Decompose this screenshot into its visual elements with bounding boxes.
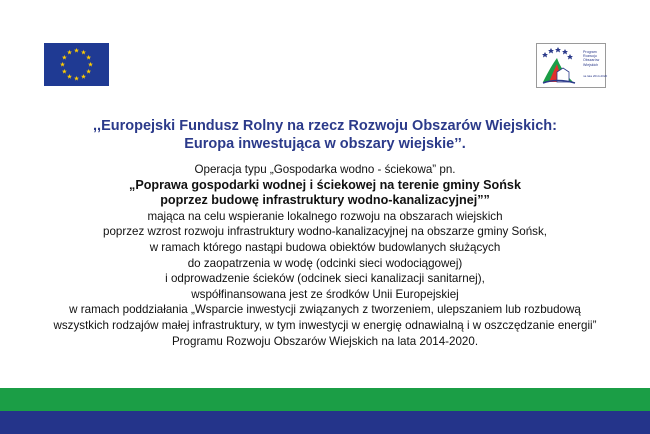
eu-flag-icon — [44, 43, 109, 86]
headline-line-1: ,,Europejski Fundusz Rolny na rzecz Rozwoju Obszarów Wiejskich: — [93, 118, 557, 134]
body-line-bold: „Poprawa gospodarki wodnej i ściekowej na terenie gminy Sońsk — [129, 177, 521, 192]
headline-line-2: Europa inwestująca w obszary wiejskie’’. — [184, 136, 466, 152]
prow-logo-icon — [536, 43, 606, 88]
body-line: w ramach którego nastąpi budowa obiektów budowlanych służących — [149, 240, 501, 254]
body-line: Operacja typu „Gospodarka wodno - ściekowa” pn. — [194, 163, 456, 176]
prow-logo-years: na lata 2014-2020 — [583, 74, 608, 78]
prow-text-line: Wiejskich — [583, 62, 599, 67]
body-line: wszystkich rodzajów małej infrastruktury, w tym inwestycji w energię odnawialną i w oszczędzanie energii” — [53, 318, 597, 332]
headline — [0, 117, 650, 153]
body-line: w ramach poddziałania „Wsparcie inwestycji związanych z tworzeniem, ulepszaniem lub rozbudową — [69, 303, 581, 317]
body-line: mająca na celu wspieranie lokalnego rozwoju na obszarach wiejskich — [147, 209, 503, 223]
prow-logo-text — [583, 50, 599, 67]
body-line: do zaopatrzenia w wodę (odcinki sieci wodociągowej) — [187, 256, 463, 270]
prow-text-line: Rozwoju — [583, 54, 597, 59]
operation-description — [0, 162, 650, 349]
footer-band-blue — [0, 411, 650, 434]
body-line-bold: poprzez budowę infrastruktury wodno-kanalizacyjnej”” — [160, 193, 490, 208]
prow-text-line: Program — [583, 50, 597, 54]
footer-band-green — [0, 388, 650, 411]
body-line: i odprowadzenie ścieków (odcinek sieci kanalizacji sanitarnej), — [165, 272, 485, 286]
prow-text-line: Obszarów — [583, 58, 600, 63]
body-line: poprzez wzrost rozwoju infrastruktury wodno-kanalizacyjnej na obszarze gminy Sońsk, — [103, 225, 547, 239]
body-line: Programu Rozwoju Obszarów Wiejskich na lata 2014-2020. — [171, 334, 479, 348]
body-line: współfinansowana jest ze środków Unii Europejskiej — [191, 287, 459, 301]
